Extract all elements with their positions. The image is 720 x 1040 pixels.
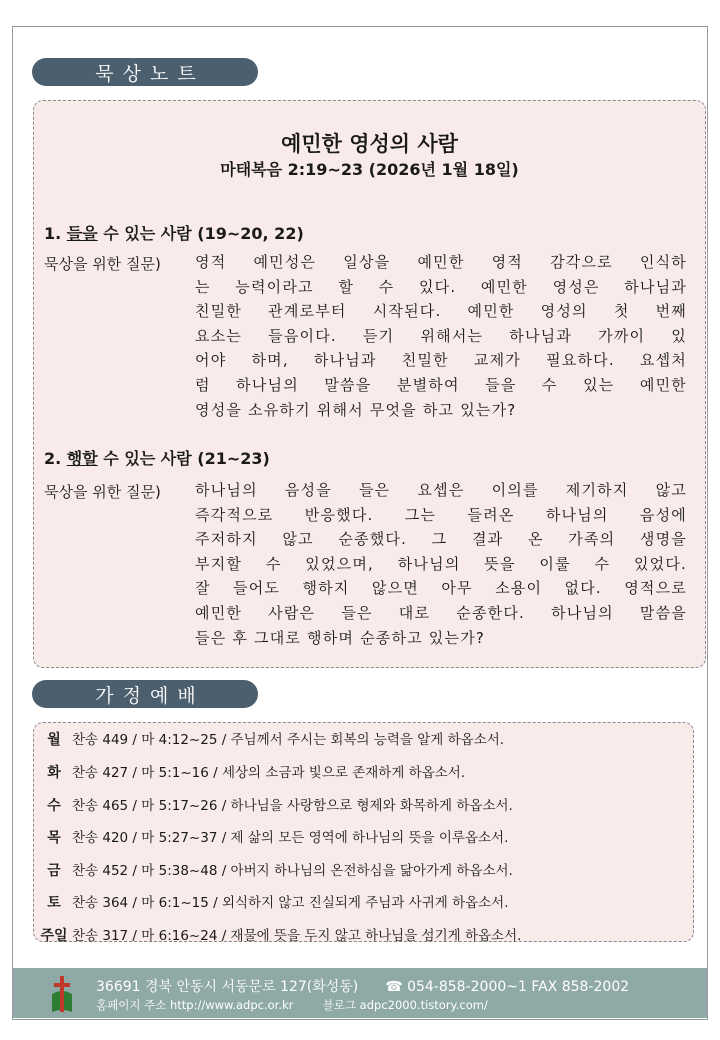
footer <box>13 968 707 1018</box>
day-label: 금 <box>47 863 61 879</box>
day-plan: 찬송 452 / 마 5:38~48 / 아버지 하나님의 온전하심을 닮아가게 하옵소서. <box>72 863 513 879</box>
church-phone: ☎ 054-858-2000~1 FAX 858-2002 <box>385 979 630 995</box>
text-line: 하나님의 음성을 들은 요셉은 이의를 제기하지 않고 <box>195 481 687 499</box>
text-line: 어야 하며, 하나님과 친밀한 교제가 필요하다. 요셉처 <box>195 351 687 370</box>
worship-row-sun <box>36 924 521 945</box>
worship-row-wed <box>36 794 513 815</box>
section-2-number: 2. <box>44 449 62 468</box>
section-2-question-label: 묵상을 위한 질문) <box>44 483 161 501</box>
text-line: 럼 하나님의 말씀을 분별하여 들을 수 있는 예민한 <box>195 375 687 394</box>
footer-web-line <box>96 997 488 1013</box>
section-1-question-text <box>195 250 687 422</box>
section-1-keyword: 들을 <box>66 224 98 243</box>
day-plan: 찬송 317 / 마 6:16~24 / 재물에 뜻을 두지 않고 하나님을 섬기게 하옵소서. <box>72 928 522 944</box>
worship-row-mon <box>36 728 504 749</box>
church-logo-icon <box>48 974 76 1014</box>
day-label: 주일 <box>40 928 68 944</box>
sermon-reference: 마태복음 2:19~23 (2026년 1월 18일) <box>220 160 519 179</box>
worship-row-tue <box>36 761 465 782</box>
section-2-question-text <box>195 478 687 650</box>
text-line: 요소는 들음이다. 듣기 위해서는 하나님과 가까이 있 <box>195 326 687 345</box>
worship-row-fri <box>36 859 513 880</box>
day-label: 토 <box>47 895 61 911</box>
blog-link[interactable]: 블로그 adpc2000.tistory.com/ <box>322 998 488 1012</box>
day-plan: 찬송 420 / 마 5:27~37 / 제 삶의 모든 영역에 하나님의 뜻을 이루옵소서. <box>72 830 509 846</box>
worship-header: 가정예배 <box>32 680 258 708</box>
sermon-title: 예민한 영성의 사람 <box>281 132 458 156</box>
section-2-rest: 수 있는 사람 (21~23) <box>103 449 270 468</box>
text-line: 는 능력이라고 할 수 있다. 예민한 영성은 하나님과 <box>195 277 687 296</box>
day-plan: 찬송 364 / 마 6:1~15 / 외식하지 않고 진실되게 주님과 사귀게 하옵소서. <box>72 895 509 911</box>
text-line: 주저하지 않고 순종했다. 그 결과 온 가족의 생명을 <box>195 530 687 549</box>
text-line: 영적 예민성은 일상을 예민한 영적 감각으로 인식하 <box>195 253 687 271</box>
church-address: 36691 경북 안동시 서동문로 127(화성동) <box>96 979 359 995</box>
day-plan: 찬송 465 / 마 5:17~26 / 하나님을 사랑함으로 형제와 화목하게 하옵소서. <box>72 798 513 814</box>
section-1-heading <box>44 221 304 244</box>
section-1-rest: 수 있는 사람 (19~20, 22) <box>103 224 304 243</box>
worship-row-sat <box>36 891 509 912</box>
day-label: 목 <box>47 830 61 846</box>
text-line: 친밀한 관계로부터 시작된다. 예민한 영성의 첫 번째 <box>195 302 687 321</box>
day-label: 화 <box>47 765 61 781</box>
day-plan: 찬송 449 / 마 4:12~25 / 주님께서 주시는 회복의 능력을 알게 하옵소서. <box>72 732 505 748</box>
text-line: 영성을 소유하기 위해서 무엇을 하고 있는가? <box>195 400 517 419</box>
day-plan: 찬송 427 / 마 5:1~16 / 세상의 소금과 빛으로 존재하게 하옵소서. <box>72 765 466 781</box>
text-line: 잘 들어도 행하지 않으면 아무 소용이 없다. 영적으로 <box>195 579 687 598</box>
worship-row-thu <box>36 826 508 847</box>
text-line: 즉각적으로 반응했다. 그는 들려온 하나님의 음성에 <box>195 505 687 524</box>
footer-contact-line <box>96 976 629 996</box>
day-label: 월 <box>47 732 61 748</box>
homepage-link[interactable]: 홈페이지 주소 http://www.adpc.or.kr <box>96 998 294 1012</box>
meditation-header: 묵상노트 <box>32 58 258 86</box>
text-line: 들은 후 그대로 행하며 순종하고 있는가? <box>195 628 486 647</box>
section-2-heading <box>44 446 270 469</box>
section-1-question-label: 묵상을 위한 질문) <box>44 255 161 273</box>
text-line: 예민한 사람은 들은 대로 순종한다. 하나님의 말씀을 <box>195 603 687 622</box>
section-2-keyword: 행할 <box>66 449 98 468</box>
day-label: 수 <box>47 798 61 814</box>
section-1-number: 1. <box>44 224 62 243</box>
text-line: 부지할 수 있었으며, 하나님의 뜻을 이룰 수 있었다. <box>195 554 687 573</box>
